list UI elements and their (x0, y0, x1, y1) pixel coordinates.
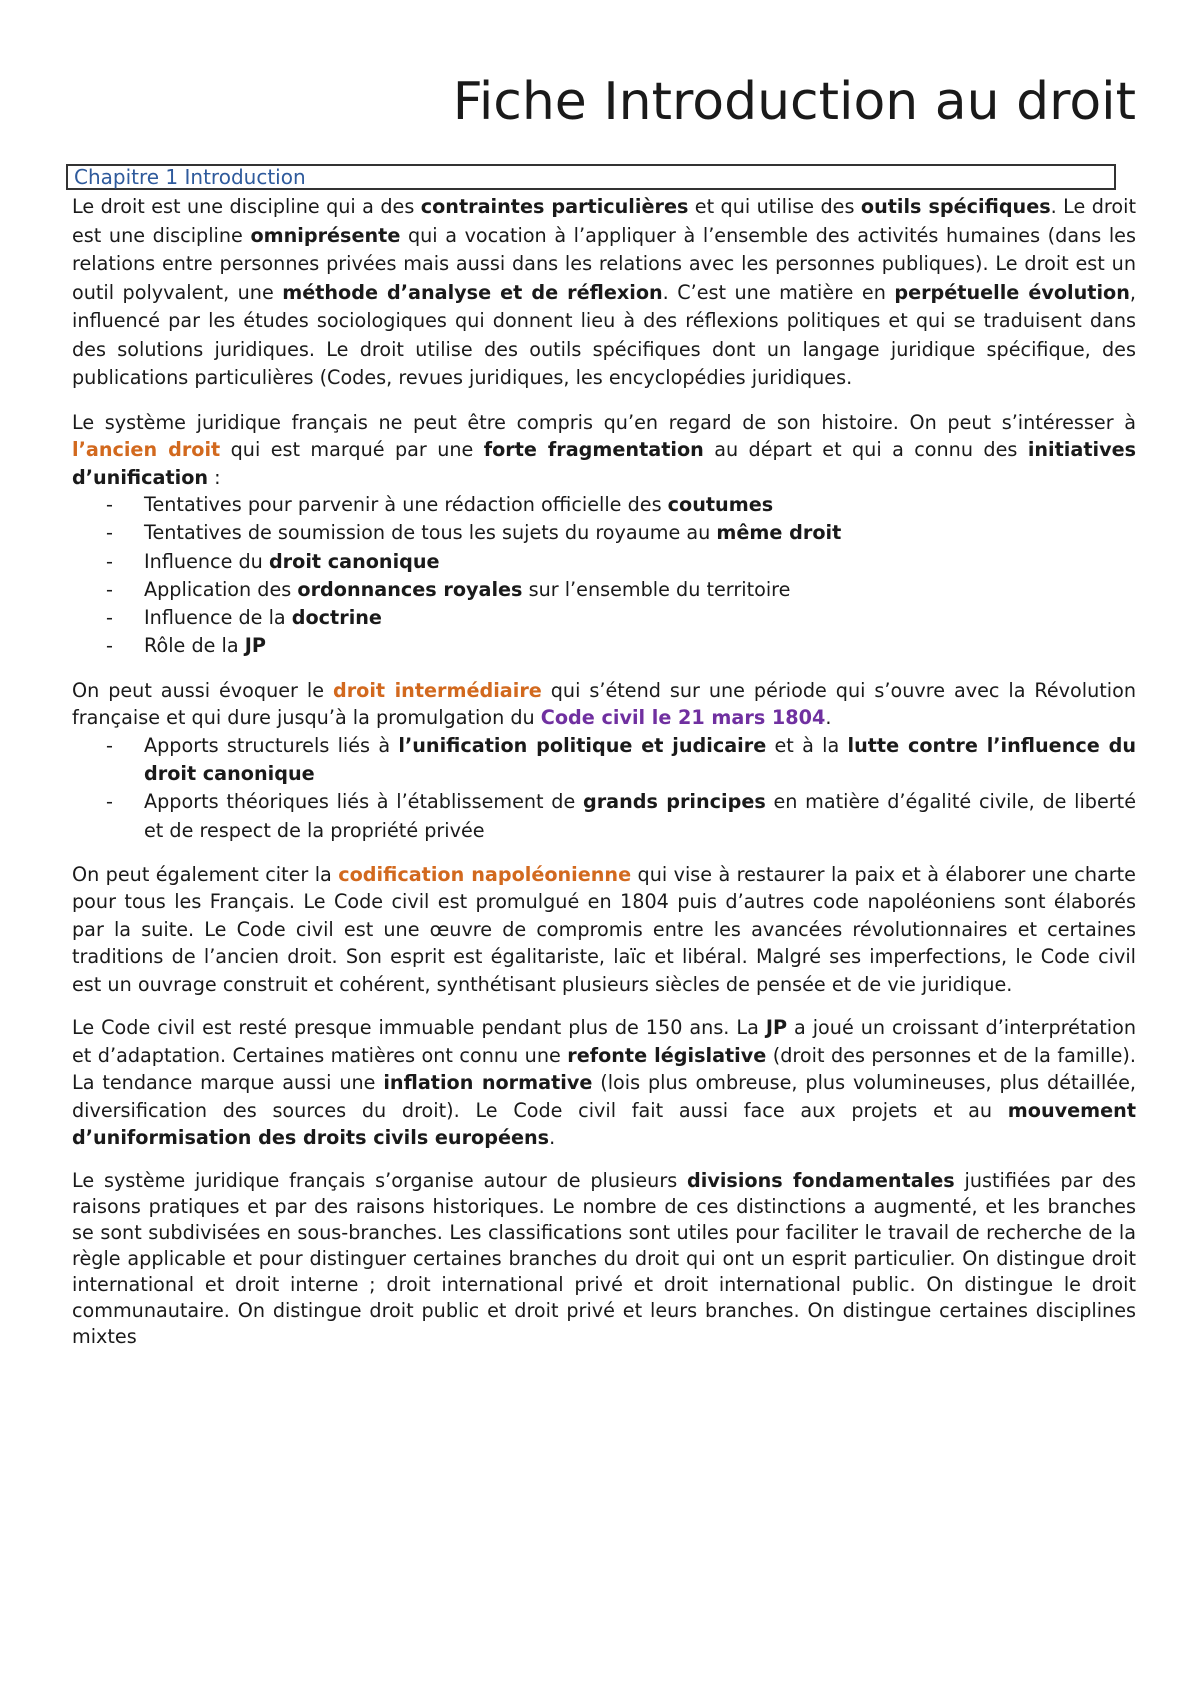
bold-term: outils spécifiques (860, 195, 1051, 218)
text-run: (droit des personnes et de la famille). La tendance marque aussi une (72, 1043, 1136, 1095)
bold-term: méthode d’analyse et de réflexion (282, 280, 663, 304)
text-run: Le système juridique français s’organise autour de plusieurs (72, 1168, 688, 1192)
bold-term: omniprésente (250, 223, 401, 247)
bold-term: initiatives d’unification (72, 438, 1137, 489)
text-run: qui vise à restaurer la paix et à élaborer une charte pour tous les Français. Le Code civil est promulgué en 1804 puis d’autres code napoléoniens sont élaborés par la suite. Le Code civil est une œuvre de compromis entre les avancées révolutionnaires et certaines traditions de l’ancien droit. Son esprit est égalitariste, laïc et libéral. Malgré ses imperfections, le Code civil est un ouvrage construit et cohérent, synthétisant plusieurs siècles de pensée et de vie juridique. (72, 862, 1136, 996)
list-item: - Apports structurels liés à l’unification politique et judicaire et à la lutte contre l’influence du droit canonique (106, 733, 1136, 786)
text-run: Le droit est une discipline qui a des (72, 195, 421, 218)
list-item: - Influence du droit canonique (106, 549, 440, 573)
text-run: . Le droit est une discipline (72, 195, 1136, 247)
document-title: Fiche Introduction au droit (452, 72, 1136, 132)
highlight-date: Code civil le 21 mars 1804 (540, 706, 826, 730)
text-run: au départ et qui a connu des (703, 438, 1028, 461)
text-run: qui a vocation à l’appliquer à l’ensemble des activités humaines (dans les relations entre personnes privées mais aussi dans les relations avec les personnes publiques). Le droit est un outil polyvalent, une (72, 223, 1136, 304)
text-run: Le système juridique français ne peut être compris qu’en regard de son histoire. On peut s’intéresser à (72, 410, 1136, 434)
paragraph-code-civil (72, 1014, 1136, 1152)
text-run: Le Code civil est resté presque immuable pendant plus de 150 ans. La (72, 1016, 766, 1040)
text-run: , influencé par les études sociologiques qui donnent lieu à des réflexions politiques et qui se traduisent dans des solutions juridiques. Le droit utilise des outils spécifiques dont un langage juridique spécifique, des publications particulières (Codes, revues juridiques, les encyclopédies juridiques. (72, 280, 1136, 389)
paragraph-intro (72, 193, 1136, 393)
text-run: justifiées par des raisons pratiques et par des raisons historiques. Le nombre de ces distinctions a augmenté, et les branches se sont subdivisées en sous-branches. Les classifications sont utiles pour faciliter le travail de recherche de la règle applicable et pour distinguer certaines branches du droit qui ont un esprit particulier. On distingue droit international et droit interne ; droit international privé et droit international public. On distingue le droit communautaire. On distingue droit public et droit privé et leurs branches. On distingue certaines disciplines mixtes (72, 1168, 1136, 1348)
list-item: - Rôle de la JP (106, 634, 266, 658)
bold-term: refonte législative (567, 1043, 767, 1067)
bold-term: perpétuelle évolution (894, 280, 1130, 304)
list-item: - Application des ordonnances royales sur l’ensemble du territoire (106, 577, 791, 601)
text-run: et qui utilise des (688, 195, 861, 218)
text-run: : (208, 465, 221, 489)
text-run: qui s’étend sur une période qui s’ouvre avec la Révolution française et qui dure jusqu’à la promulgation du (72, 678, 1137, 730)
text-run: . (825, 706, 832, 730)
unification-list (72, 491, 1136, 661)
document-body (72, 193, 1136, 1350)
text-run: On peut également citer la (72, 862, 339, 886)
bold-term: inflation normative (383, 1071, 593, 1095)
bold-term: contraintes particulières (420, 195, 689, 218)
text-run: . (549, 1126, 556, 1150)
paragraph-divisions (72, 1168, 1136, 1350)
text-run: . C’est une matière en (662, 280, 895, 304)
list-item: - Apports théoriques liés à l’établissement de grands principes en matière d’égalité civile, de liberté et de respect de la propriété privée (106, 790, 1136, 842)
text-run: On peut aussi évoquer le (72, 678, 333, 702)
text-run: a joué un croissant d’interprétation et d’adaptation. Certaines matières ont connu une (72, 1016, 1136, 1067)
highlight-term: droit intermédiaire (332, 678, 542, 702)
paragraph-droit-intermediaire (72, 677, 1136, 732)
text-run: (lois plus ombreuse, plus volumineuses, plus détaillée, diversification des sources du droit). Le Code civil fait aussi face aux projets et au (72, 1071, 1136, 1122)
list-item: - Tentatives pour parvenir à une rédaction officielle des coutumes (106, 493, 774, 516)
bold-term: JP (765, 1016, 788, 1040)
text-run: qui est marqué par une (220, 438, 484, 461)
paragraph-ancien-droit (72, 409, 1136, 492)
highlight-term: codification napoléonienne (338, 862, 632, 886)
bold-term: mouvement d’uniformisation des droits civils européens (72, 1098, 1136, 1150)
apports-list (72, 732, 1136, 845)
highlight-term: l’ancien droit (72, 438, 221, 461)
bold-term: divisions fondamentales (687, 1168, 955, 1192)
list-item: - Tentatives de soumission de tous les sujets du royaume au même droit (106, 521, 842, 545)
chapter-heading: Chapitre 1 Introduction (66, 164, 1116, 190)
list-item: - Influence de la doctrine (106, 606, 382, 630)
bold-term: forte fragmentation (483, 438, 704, 461)
paragraph-codification (72, 861, 1136, 999)
